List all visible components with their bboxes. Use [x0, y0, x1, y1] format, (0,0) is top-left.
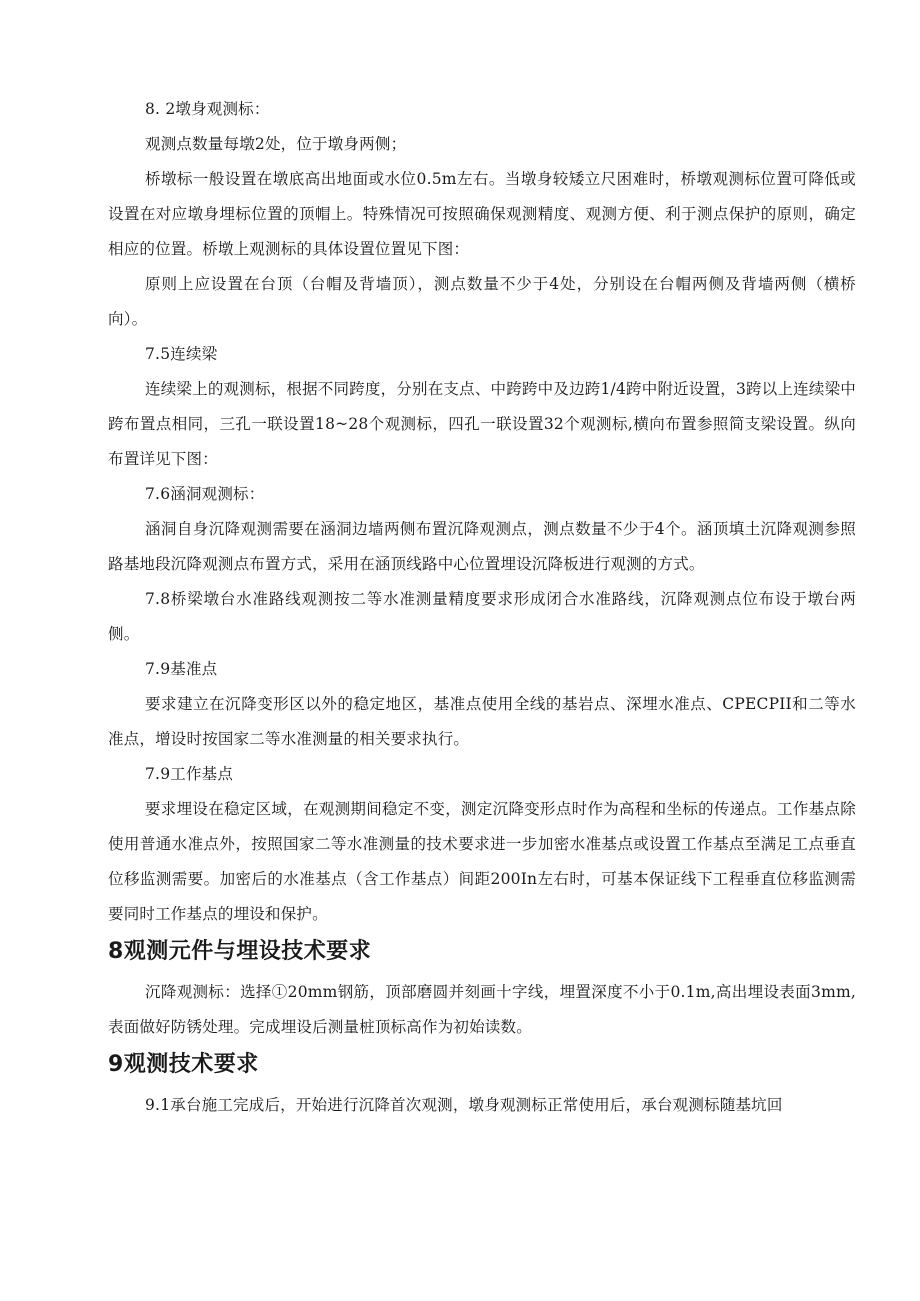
section-7-9-work-heading: 7.9工作基点	[145, 765, 234, 783]
section-7-9-heading: 7.9基准点	[145, 660, 218, 678]
paragraph: 要求建立在沉降变形区以外的稳定地区，基准点使用全线的基岩点、深埋水准点、CPECPII和二等水准点，增设时按国家二等水准测量的相关要求执行。	[108, 695, 856, 748]
paragraph: 7.8桥梁墩台水准路线观测按二等水准测量精度要求形成闭合水准路线，沉降观测点位布设于墩台两侧。	[108, 590, 856, 643]
paragraph: 原则上应设置在台顶（台帽及背墙顶），测点数量不少于4处，分别设在台帽两侧及背墙两侧（横桥向）。	[108, 275, 856, 328]
paragraph: 沉降观测标：选择①20mm钢筋，顶部磨圆并刻画十字线，埋置深度不小于0.1m,高出埋设表面3mm,表面做好防锈处理。完成埋设后测量桩顶标高作为初始读数。	[108, 983, 856, 1036]
paragraph: 涵洞自身沉降观测需要在涵洞边墙两侧布置沉降观测点，测点数量不少于4个。涵顶填土沉降观测参照路基地段沉降观测点布置方式，采用在涵顶线路中心位置埋设沉降板进行观测的方式。	[108, 520, 856, 573]
document-page	[108, 92, 856, 1123]
chapter-8-heading: 8观测元件与埋设技术要求	[108, 939, 372, 964]
section-8-2-heading: 8. 2墩身观测标：	[145, 100, 270, 118]
section-7-5-heading: 7.5连续梁	[145, 345, 218, 363]
paragraph: 9.1承台施工完成后，开始进行沉降首次观测，墩身观测标正常使用后，承台观测标随基坑回	[145, 1096, 783, 1114]
chapter-9-heading: 9观测技术要求	[108, 1052, 259, 1077]
paragraph: 观测点数量每墩2处，位于墩身两侧；	[145, 135, 407, 153]
section-7-6-heading: 7.6涵洞观测标：	[145, 485, 265, 503]
paragraph: 桥墩标一般设置在墩底高出地面或水位0.5m左右。当墩身较矮立尺困难时，桥墩观测标位置可降低或设置在对应墩身埋标位置的顶帽上。特殊情况可按照确保观测精度、观测方便、利于测点保护的原则，确定相应的位置。桥墩上观测标的具体设置位置见下图：	[108, 170, 856, 258]
paragraph: 连续梁上的观测标，根据不同跨度，分别在支点、中跨跨中及边跨1/4跨中附近设置，3跨以上连续梁中跨布置点相同，三孔一联设置18~28个观测标，四孔一联设置32个观测标,横向布置参照简支梁设置。纵向布置详见下图：	[108, 380, 856, 468]
paragraph: 要求埋设在稳定区域，在观测期间稳定不变，测定沉降变形点时作为高程和坐标的传递点。工作基点除使用普通水准点外，按照国家二等水准测量的技术要求进一步加密水准基点或设置工作基点至满足工点垂直位移监测需要。加密后的水准基点（含工作基点）间距200In左右时，可基本保证线下工程垂直位移监测需要同时工作基点的埋设和保护。	[108, 800, 856, 923]
